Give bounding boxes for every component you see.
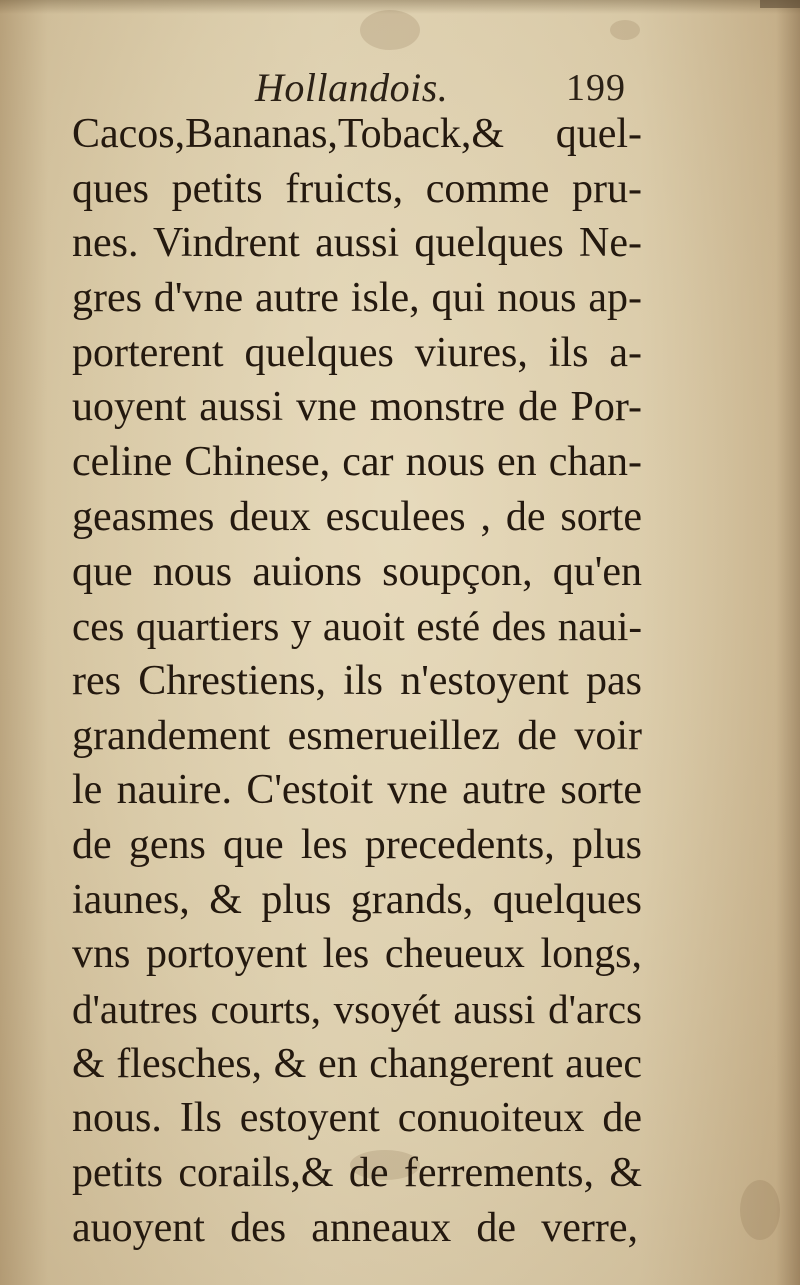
text-line: Cacos,Bananas,Toback,& quel-	[72, 111, 642, 157]
running-head: Hollandois.	[255, 65, 449, 110]
text-line: iaunes, & plus grands, quelques	[72, 876, 642, 923]
page-bottom-margin	[0, 1130, 800, 1285]
page-edge-mark	[760, 0, 800, 8]
text-line: que nous auions soupçon, qu'en	[72, 548, 642, 595]
page-number: 199	[566, 67, 626, 109]
text-line: res Chrestiens, ils n'estoyent pas	[72, 657, 642, 704]
text-line: nes. Vindrent aussi quelques Ne-	[72, 220, 642, 267]
text-line: vns portoyent les cheueux longs,	[72, 931, 642, 978]
text-line: petits corails,& de ferrements, &	[72, 1150, 642, 1197]
text-line: grandement esmerueillez de voir	[72, 712, 642, 759]
paper-stain	[360, 10, 420, 50]
paper-stain	[610, 20, 640, 40]
text-line: le nauire. C'estoit vne autre sorte	[72, 767, 642, 814]
text-line: geasmes deux esculees , de sorte	[72, 493, 642, 540]
text-line: & flesches, & en changerent auec	[72, 1040, 642, 1087]
text-line: ces quartiers y auoit esté des naui-	[72, 603, 642, 650]
text-line: celine Chinese, car nous en chan-	[72, 439, 642, 486]
text-line: gres d'vne autre isle, qui nous ap-	[72, 275, 642, 322]
text-line: auoyent des anneaux de verre,	[72, 1204, 638, 1251]
text-line: ques petits fruicts, comme pru-	[72, 165, 642, 212]
text-line: nous. Ils estoyent conuoiteux de	[72, 1095, 642, 1142]
text-line: d'autres courts, vsoyét aussi d'arcs	[72, 986, 642, 1032]
text-line: porterent quelques viures, ils a-	[72, 329, 642, 376]
text-line: uoyent aussi vne monstre de Por-	[72, 384, 642, 431]
text-line: de gens que les precedents, plus	[72, 821, 642, 868]
body-text	[72, 107, 652, 1255]
